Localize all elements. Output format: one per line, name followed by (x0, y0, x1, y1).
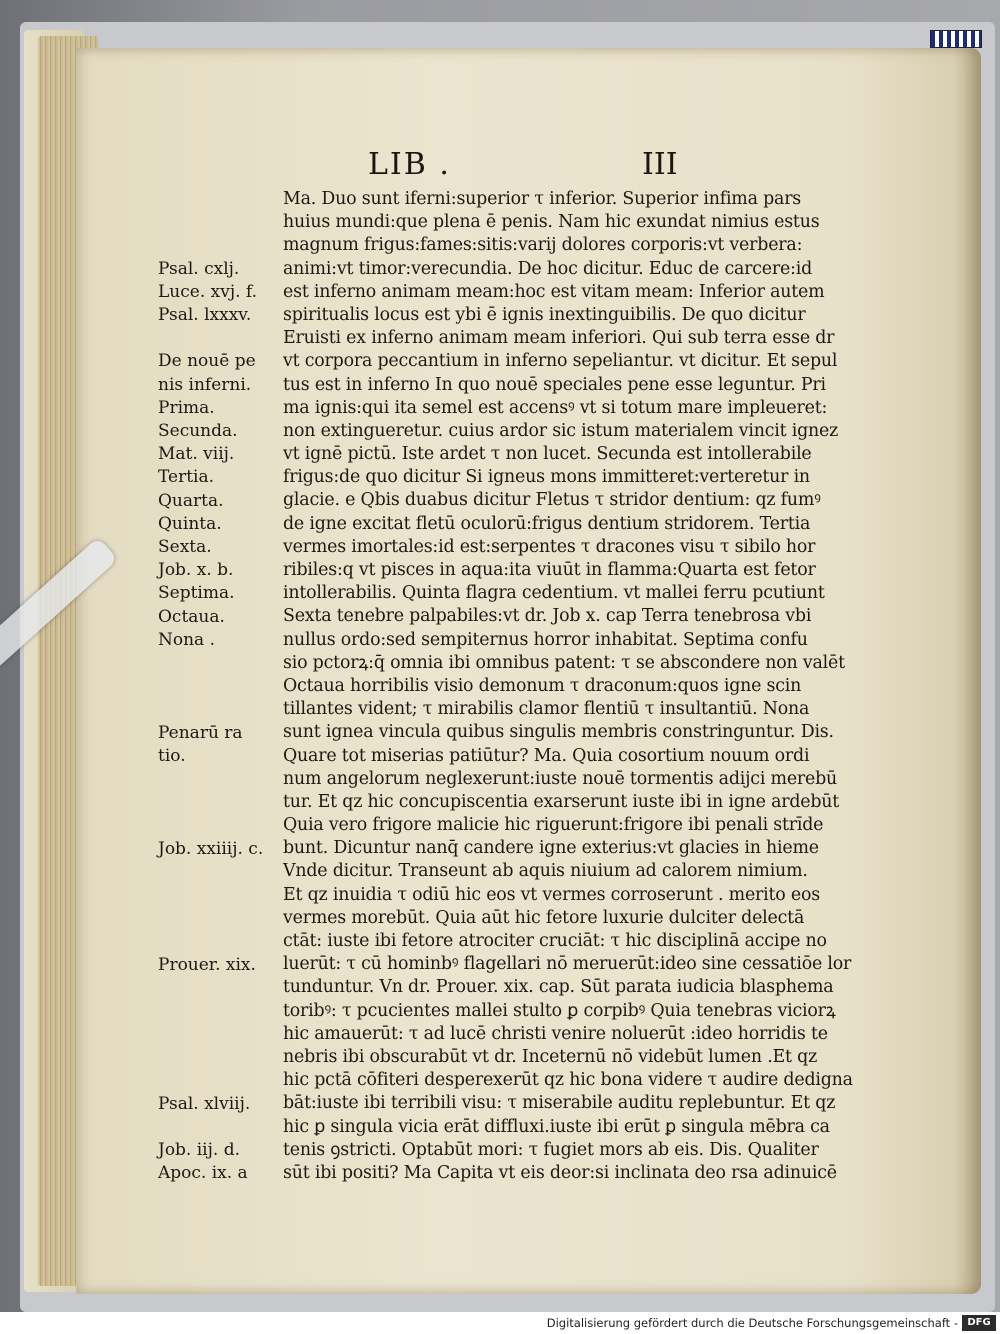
text-line: bāt:iuste ibi terribili visu: τ miserabile auditu replebuntur. Et qz (283, 1093, 836, 1114)
marginal-note: Quarta. (158, 490, 224, 511)
dfg-logo: DFG (962, 1315, 996, 1331)
text-line: non extingueretur. cuius ardor sic istum materialem vincit ignez (283, 420, 839, 441)
marginal-note: nis inferni. (158, 374, 252, 395)
text-line: sunt ignea vincula quibus singulis membris constringuntur. Dis. (283, 722, 834, 743)
text-line: frigus:de quo dicitur Si igneus mons immitteret:verteretur in (283, 467, 810, 488)
text-line: hic pctā cōfiteri desperexerūt qz hic bona videre τ audire dedigna (283, 1070, 853, 1091)
text-line: luerūt: τ cū hominbꝰ flagellari nō meruerūt:ideo sine cessatiōe lor (283, 954, 852, 975)
marginal-note: Mat. viij. (158, 444, 235, 465)
text-line: nullus ordo:sed sempiternus horror inhabitat. Septima confu (283, 629, 808, 650)
marginal-note: Secunda. (158, 421, 238, 441)
marginal-note: Psal. lxxxv. (158, 305, 252, 325)
text-line: hic amauerūt: τ ad lucē christi venire noluerūt :ideo horridis te (283, 1023, 828, 1044)
text-line: spiritualis locus est ybi ē ignis inextinguibilis. De quo dicitur (283, 304, 806, 325)
text-line: Et qz inuidia τ odiū hic eos vt vermes corroserunt . merito eos (283, 884, 820, 905)
text-line: magnum frigus:fames:sitis:varij dolores corporis:vt verbera: (283, 235, 803, 256)
text-line: ctāt: iuste ibi fetore atrociter cruciāt: τ hic disciplinā accipe no (283, 931, 827, 951)
text-line: tillantes vident; τ mirabilis clamor flentiū τ insultantiū. Nona (283, 699, 810, 720)
text-line: Sexta tenebre palpabiles:vt dr. Job x. cap Terra tenebrosa vbi (283, 606, 812, 627)
text-line: ribiles:q vt pisces in aqua:ita viuūt in flamma:Quarta est fetor (283, 560, 816, 580)
marginal-note: Penarū ra (158, 722, 243, 743)
marginal-note: Sexta. (158, 537, 212, 557)
marginal-note: Job. iij. d. (158, 1140, 240, 1161)
running-head-number: III (642, 147, 678, 182)
text-line: Octaua horribilis visio demonum τ draconum:quos igne scin (283, 675, 802, 696)
marginal-note: Septima. (158, 583, 235, 604)
marginal-note: Psal. xlviij. (158, 1093, 251, 1114)
text-line: Quare tot miserias patiūtur? Ma. Quia cosortium nouum ordi (283, 745, 810, 766)
marginal-note: Psal. cxlj. (158, 258, 240, 279)
text-line: hic ꝑ singula vicia erāt diffluxi.iuste ibi erūt ꝑ singula mēbra ca (283, 1116, 830, 1137)
marginal-note: Quinta. (158, 513, 222, 534)
marginal-note: Nona . (158, 629, 216, 650)
text-line: de igne excitat fletū oculorū:frigus dentium stridorem. Tertia (283, 513, 811, 534)
text-line: Quia vero frigore malicie hic riguerunt:frigore ibi penali strīde (283, 815, 824, 836)
marginal-note: tio. (158, 745, 186, 766)
text-line: vt ignē pictū. Iste ardet τ non lucet. Secunda est intollerabile (283, 444, 812, 465)
marginal-note: Job. xxiiij. c. (158, 838, 264, 859)
text-line: toribꝰ: τ pcucientes mallei stulto ꝑ corpibꝰ Quia tenebras viciorꝝ (283, 1000, 836, 1021)
text-line: Eruisti ex inferno animam meam inferiori. Qui sub terra esse dr (283, 328, 835, 349)
marginal-note: Tertia. (158, 467, 215, 488)
footer-bar (0, 1312, 1000, 1334)
marginal-note: Luce. xvj. f. (158, 281, 257, 302)
text-line: tenis ꝯstricti. Optabūt mori: τ fugiet mors ab eis. Dis. Qualiter (283, 1139, 819, 1160)
running-head (350, 147, 750, 187)
text-line: vt corpora peccantium in inferno sepeliantur. vt dicitur. Et sepul (283, 351, 838, 372)
footer-credit: Digitalisierung gefördert durch die Deutsche Forschungsgemeinschaft - (546, 1316, 958, 1330)
text-line: ma ignis:qui ita semel est accensꝰ vt si totum mare impleueret: (283, 397, 828, 418)
marginal-note: Job. x. b. (158, 560, 234, 581)
text-line: num angelorum neglexerunt:iuste nouē tormentis adijci merebū (283, 768, 838, 789)
color-calibration-strip (930, 30, 982, 48)
text-line: Ma. Duo sunt iferni:superior τ inferior. Superior infima pars (283, 189, 802, 209)
marginal-note: De nouē pe (158, 351, 256, 372)
text-line: glacie. e Qbis duabus dicitur Fletus τ stridor dentium: qz fumꝰ (283, 490, 821, 511)
text-line: tur. Et qz hic concupiscentia exarserunt iuste ibi in igne ardebūt (283, 791, 840, 812)
running-head-book: LIB . (368, 147, 451, 182)
main-text-column (283, 188, 857, 1185)
text-line: sio pctorꝝ:q̄ omnia ibi omnibus patent: τ se abscondere non valēt (283, 652, 845, 673)
text-line: vermes imortales:id est:serpentes τ dracones visu τ sibilo hor (283, 536, 816, 557)
text-line: vermes morebūt. Quia aūt hic fetore luxurie dulciter delectā (283, 907, 805, 928)
marginal-note: Apoc. ix. a (158, 1163, 248, 1184)
text-line: tunduntur. Vn dr. Prouer. xix. cap. Sūt parata iudicia blasphema (283, 977, 834, 998)
text-line: Vnde dicitur. Transeunt ab aquis niuium ad calorem nimium. (283, 861, 808, 882)
text-line: est inferno animam meam:hoc est vitam meam: Inferior autem (283, 281, 825, 302)
text-line: tus est in inferno In quo nouē speciales pene esse leguntur. Pri (283, 374, 826, 395)
text-line: nebris ibi obscurabūt vt dr. Inceternū nō videbūt lumen .Et qz (283, 1046, 818, 1067)
text-line: huius mundi:que plena ē penis. Nam hic exundat nimius estus (283, 212, 820, 233)
marginal-note: Prouer. xix. (158, 954, 256, 975)
text-line: animi:vt timor:verecundia. De hoc dicitur. Educ de carcere:id (283, 258, 813, 279)
text-line: bunt. Dicuntur nanq̄ candere igne exterius:vt glacies in hieme (283, 838, 819, 859)
text-line: sūt ibi positi? Ma Capita vt eis deor:si inclinata deo rsa adinuicē (283, 1162, 837, 1183)
marginal-note: Octaua. (158, 606, 225, 627)
text-line: intollerabilis. Quinta flagra cedentium. vt mallei ferru pcutiunt (283, 583, 825, 604)
marginal-note: Prima. (158, 397, 215, 418)
